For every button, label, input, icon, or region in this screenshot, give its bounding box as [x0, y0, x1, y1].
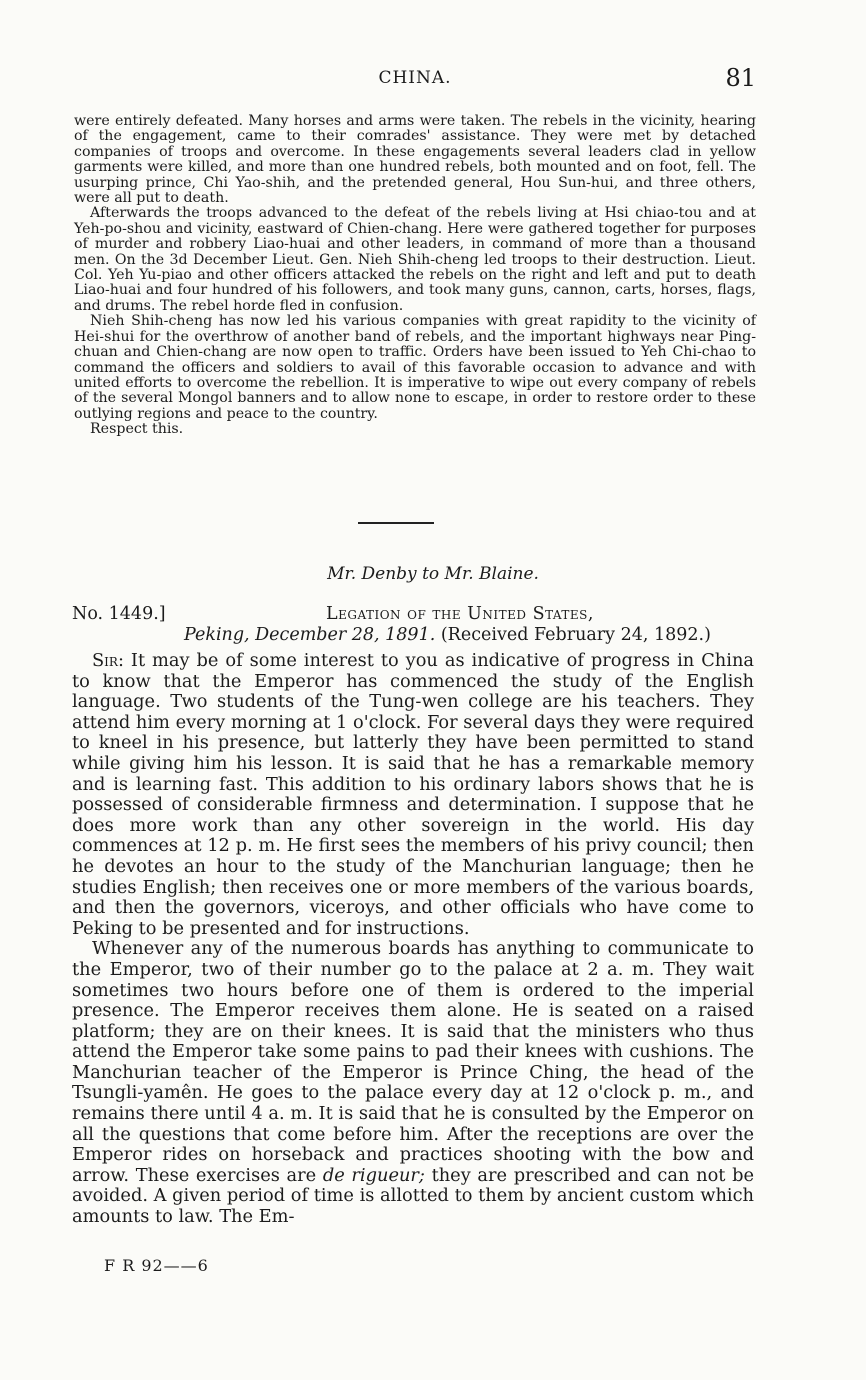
enclosure-closing: Respect this.: [90, 421, 184, 438]
legation-name: Legation of the United States,: [326, 604, 594, 624]
salutation: Sir:: [92, 650, 124, 671]
running-title: CHINA.: [378, 68, 452, 88]
place-date: Peking, December 28, 1891.: [184, 625, 436, 645]
section-divider: [358, 522, 434, 524]
paragraph-text: they are prescribed and can not be avoided. A given period of time is allotted to them by ancient custom which amounts to law. The Em-: [72, 1164, 754, 1228]
italic-phrase: de rigueur;: [322, 1164, 425, 1186]
letter-paragraph: [72, 651, 754, 939]
paragraph-text: Whenever any of the numerous boards has anything to communicate to the Emperor, two of their number go to the palace at 2 a. m. They wait sometimes two hours before one of them is ordered to the imperial presence. The Emperor receives them alone. He is seated on a raised platform; they are on their knees. It is said that the ministers who thus attend the Emperor take some pains to pad their knees with cushions. The Manchurian teacher of the Emperor is Prince Ching, the head of the Tsungli-yamên. He goes to the palace every day at 12 o'clock p. m., and remains there until 4 a. m. It is said that he is consulted by the Emperor on all the questions that come before him. After the receptions are over the Emperor rides on horseback and practices shooting with the bow and arrow. These exercises are: [72, 938, 754, 1186]
signature-mark: F R 92——6: [104, 1256, 209, 1275]
enclosure-text: [74, 114, 756, 438]
letter-heading: Mr. Denby to Mr. Blaine.: [327, 564, 539, 584]
enclosure-paragraph: were entirely defeated. Many horses and arms were taken. The rebels in the vicinity, hearing of the engagement, came to their comrades' assistance. They were met by detached companies of troops and overcome. In these engagements several leaders clad in yellow garments were killed, and more than one hundred rebels, both mounted and on foot, fell. The usurping prince, Chi Yao-shih, and the pretended general, Hou Sun-hui, and three others, were all put to death.: [74, 113, 756, 207]
letter-paragraph: [72, 939, 754, 1227]
page-number: 81: [725, 64, 756, 92]
date-line: [184, 625, 711, 645]
dispatch-number: No. 1449.]: [72, 604, 166, 624]
enclosure-paragraph: Nieh Shih-cheng has now led his various companies with great rapidity to the vicinity of Hei-shui for the overthrow of another band of rebels, and the important highways near Ping-chuan and Chien-chang are now open to traffic. Orders have been issued to Yeh Chi-chao to command the officers and soldiers to avail of this favorable occasion to advance and with united efforts to overcome the rebellion. It is imperative to wipe out every company of rebels of the several Mongol banners and to allow none to escape, in order to restore order to these outlying regions and peace to the country.: [74, 313, 756, 422]
letter-body: [72, 651, 754, 1228]
enclosure-paragraph: Afterwards the troops advanced to the defeat of the rebels living at Hsi chiao-tou and at Yeh-po-shou and vicinity, eastward of Chien-chang. Here were gathered together for purposes of murder and robbery Liao-huai and other leaders, in command of more than a thousand men. On the 3d December Lieut. Gen. Nieh Shih-cheng led troops to their destruction. Lieut. Col. Yeh Yu-piao and other officers attacked the rebels on the right and left and put to death Liao-huai and four hundred of his followers, and took many guns, cannon, carts, horses, flags, and drums. The rebel horde fled in confusion.: [74, 205, 756, 314]
running-head: [70, 64, 760, 94]
received-date: (Received February 24, 1892.): [440, 625, 711, 645]
paragraph-text: It may be of some interest to you as indicative of progress in China to know that the Emperor has commenced the study of the English language. Two students of the Tung-wen college are his teachers. They attend him every morning at 1 o'clock. For several days they were required to kneel in his presence, but latterly they have been permitted to stand while giving him his lesson. It is said that he has a remarkable memory and is learning fast. This addition to his ordinary labors shows that he is possessed of considerable firmness and determination. I suppose that he does more work than any other sovereign in the world. His day commences at 12 p. m. He first sees the members of his privy council; then he devotes an hour to the study of the Manchurian language; then he studies English; then receives one or more members of the various boards, and then the governors, viceroys, and other officials who have come to Peking to be presented and for instructions.: [72, 650, 754, 939]
